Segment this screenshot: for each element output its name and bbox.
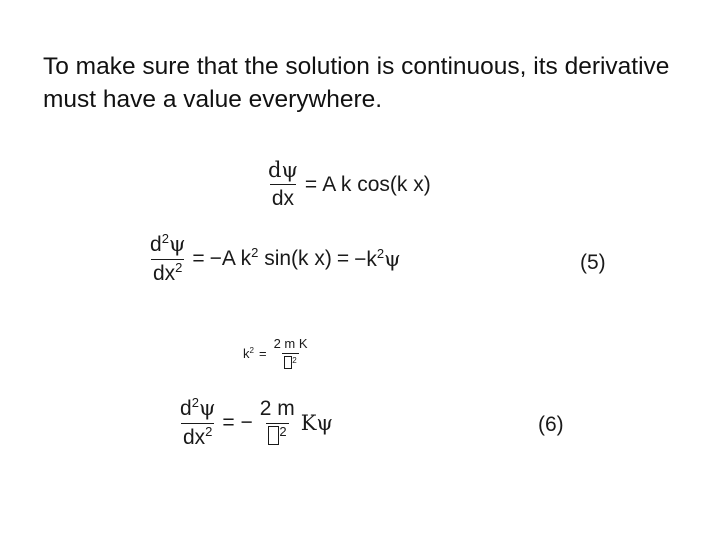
rhs-a: −A k — [209, 247, 252, 270]
lhs-exponent: 2 — [249, 346, 254, 356]
equals-sign-2: = — [336, 247, 350, 270]
rhs-term-a — [210, 247, 332, 271]
rhs-c: −k — [354, 247, 377, 271]
fraction-d2psi-dx2 — [178, 396, 217, 450]
den-exponent: 2 — [292, 356, 297, 366]
num-d: d — [180, 397, 192, 420]
fraction-denominator — [151, 259, 184, 286]
equation-second-derivative — [148, 232, 401, 286]
equation-first-derivative — [266, 158, 431, 211]
equation-rhs: A k cos(k x) — [322, 172, 431, 196]
equation-schrodinger-form — [178, 396, 333, 450]
lhs-k: k — [243, 346, 250, 361]
fraction-numerator: dψ — [268, 158, 298, 182]
num-psi: ψ — [168, 232, 186, 256]
equation-number-5: (5) — [580, 251, 606, 274]
equals-minus-sign: = − — [222, 411, 253, 434]
fraction-denominator — [181, 423, 214, 450]
num-psi: ψ — [198, 396, 216, 420]
rhs-b: sin(k x) — [258, 247, 332, 270]
fraction-2m-hbar2 — [258, 397, 297, 450]
rhs-term-c — [354, 247, 400, 272]
fraction-denominator: dx — [270, 184, 296, 211]
fraction-numerator — [178, 396, 217, 423]
fraction-d2psi-dx2 — [148, 232, 187, 286]
fraction-dpsi-dx — [266, 158, 300, 211]
num-exponent: 2 — [191, 395, 199, 411]
equation-number-6: (6) — [538, 413, 564, 436]
den-exponent: 2 — [175, 260, 183, 276]
fraction-numerator: 2 m K — [273, 336, 308, 351]
equals-sign: = — [258, 346, 267, 361]
rhs-K-psi: Kψ — [300, 411, 333, 435]
equation-k-squared — [243, 336, 310, 371]
fraction-denominator-hbar — [266, 423, 289, 450]
den-dx: dx — [152, 262, 176, 285]
slide-paragraph: To make sure that the solution is continuous, its derivative must have a value everywhere. — [43, 53, 670, 113]
den-exponent: 2 — [279, 423, 287, 439]
den-exponent: 2 — [205, 424, 213, 440]
fraction-denominator — [282, 353, 298, 371]
fraction-2mK-hbar2 — [272, 336, 310, 371]
den-dx: dx — [182, 426, 206, 449]
num-d: d — [150, 233, 162, 256]
rhs-a-exponent: 2 — [251, 245, 259, 261]
k2-lhs — [243, 346, 254, 361]
equals-sign: = — [304, 172, 318, 196]
rhs-psi: ψ — [384, 246, 401, 271]
fraction-numerator — [148, 232, 187, 259]
hbar-glyph-box — [268, 426, 279, 445]
num-exponent: 2 — [161, 231, 169, 247]
fraction-numerator-2m: 2 m — [259, 396, 295, 420]
equals-sign: = — [192, 247, 205, 270]
rhs-c-exponent: 2 — [376, 245, 385, 261]
